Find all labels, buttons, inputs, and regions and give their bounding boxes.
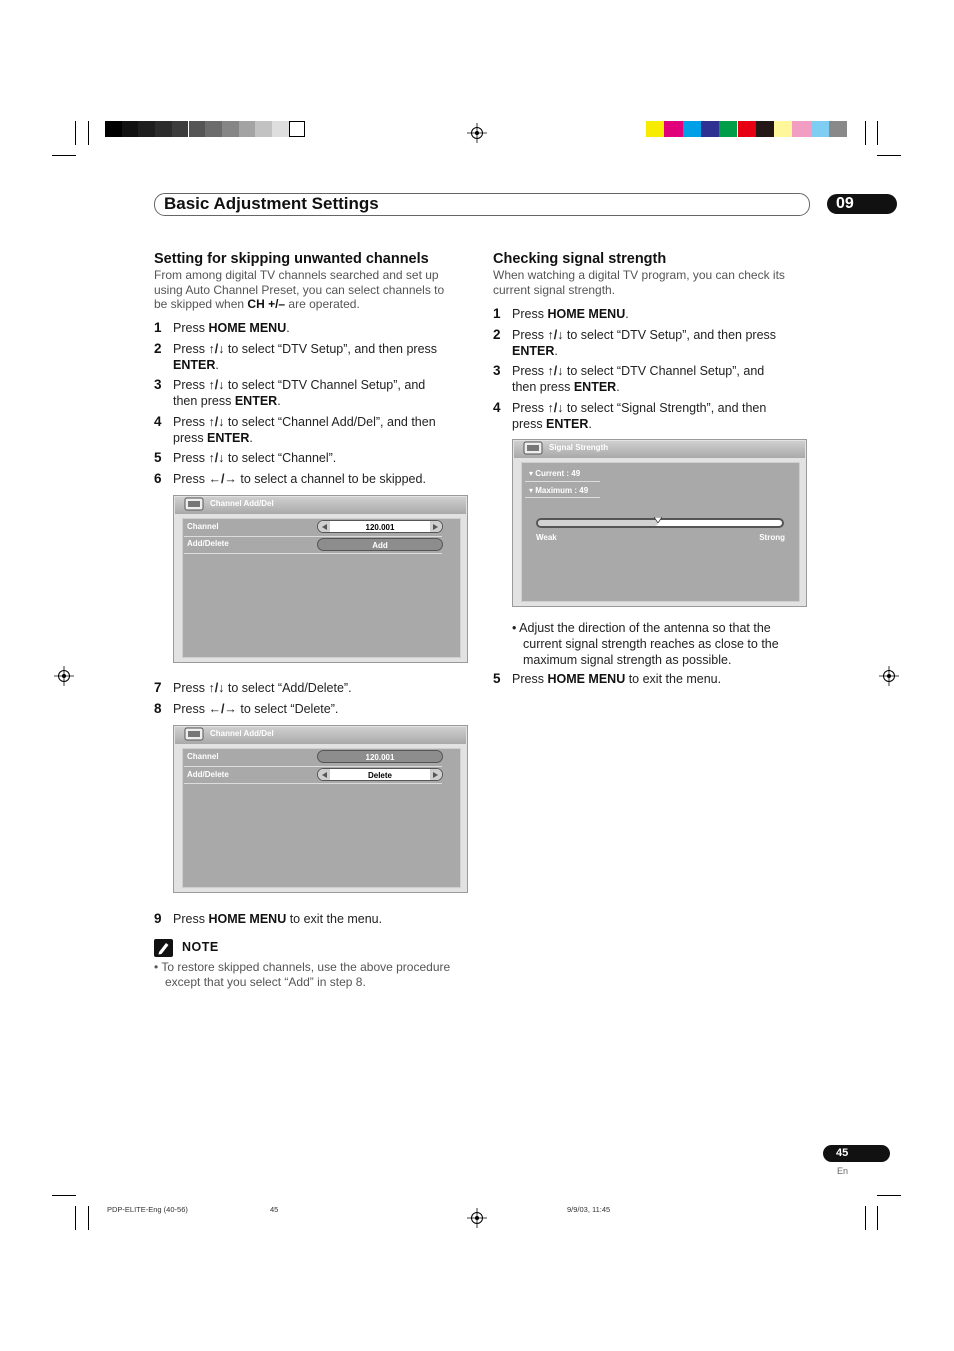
step-text: to select a channel to be skipped. bbox=[236, 472, 426, 486]
dtv-logo-icon bbox=[184, 726, 204, 742]
crop-mark bbox=[877, 1206, 878, 1230]
registration-target-icon bbox=[54, 666, 74, 686]
chapter-number-badge: 09 bbox=[827, 194, 897, 214]
right-arrow-icon[interactable] bbox=[433, 524, 438, 530]
key-name: HOME MENU bbox=[208, 912, 287, 926]
add-delete-value: Add bbox=[372, 541, 388, 550]
color-swatch bbox=[701, 121, 719, 137]
step-number: 3 bbox=[493, 363, 501, 378]
step-2 bbox=[154, 342, 474, 374]
divider bbox=[525, 497, 600, 498]
step-text: to exit the menu. bbox=[286, 912, 383, 926]
step-text: . bbox=[277, 393, 281, 408]
osd-channel-add-del-delete bbox=[173, 725, 468, 893]
step-number: 6 bbox=[154, 471, 162, 486]
step-text: . bbox=[588, 416, 592, 431]
step-3 bbox=[154, 378, 474, 410]
registration-target-icon bbox=[467, 123, 487, 143]
step-number: 1 bbox=[154, 320, 162, 335]
key-name: ENTER bbox=[234, 393, 278, 408]
key-name: ENTER bbox=[173, 357, 216, 372]
step-text: then press bbox=[512, 379, 574, 394]
left-arrow-icon[interactable] bbox=[322, 524, 327, 530]
color-swatch bbox=[255, 121, 272, 137]
right-heading: Checking signal strength bbox=[493, 251, 667, 267]
osd-panel bbox=[521, 462, 800, 602]
registration-target-icon bbox=[467, 1208, 487, 1228]
osd-signal-strength bbox=[512, 439, 807, 607]
color-swatch bbox=[811, 121, 829, 137]
divider bbox=[184, 553, 442, 554]
step-text: Press bbox=[512, 328, 548, 342]
pencil-note-icon bbox=[154, 939, 173, 957]
add-delete-value-button[interactable] bbox=[317, 538, 443, 551]
up-down-arrow-icon: ↑/↓ bbox=[208, 415, 225, 429]
section-title: Basic Adjustment Settings bbox=[164, 194, 379, 213]
up-down-arrow-icon: ↑/↓ bbox=[208, 451, 225, 465]
current-value: Current : 49 bbox=[535, 469, 581, 478]
step-text: Press bbox=[173, 415, 209, 429]
crop-mark bbox=[75, 1206, 76, 1230]
channel-label: Channel bbox=[187, 752, 219, 761]
key-name: ENTER bbox=[573, 379, 617, 394]
color-swatch bbox=[646, 121, 664, 137]
note-label: NOTE bbox=[182, 940, 219, 954]
step-number: 4 bbox=[154, 414, 162, 429]
right-arrow-icon[interactable] bbox=[433, 772, 438, 778]
language-label: En bbox=[837, 1166, 849, 1176]
left-heading: Setting for skipping unwanted channels bbox=[154, 251, 429, 267]
step-6 bbox=[154, 472, 474, 488]
color-swatch bbox=[272, 121, 289, 137]
step-1 bbox=[154, 321, 474, 337]
step-text: to select “Add/Delete”. bbox=[224, 681, 352, 695]
crop-mark bbox=[88, 121, 89, 145]
up-down-arrow-icon: ↑/↓ bbox=[547, 328, 564, 342]
color-swatch bbox=[829, 121, 847, 137]
step-text: . bbox=[616, 379, 620, 394]
step-text: . bbox=[215, 357, 219, 372]
step-text: to select “Signal Strength”, and then bbox=[563, 401, 767, 415]
crop-mark bbox=[877, 155, 901, 156]
dtv-logo-icon bbox=[523, 440, 543, 456]
crop-mark bbox=[877, 1195, 901, 1196]
channel-value: 120.001 bbox=[365, 523, 395, 532]
key-name: HOME MENU bbox=[547, 672, 626, 686]
key-name: HOME MENU bbox=[208, 321, 287, 335]
key-name: HOME MENU bbox=[547, 307, 626, 321]
step-number: 7 bbox=[154, 680, 162, 695]
step-number: 4 bbox=[493, 400, 501, 415]
step-number: 5 bbox=[493, 671, 501, 686]
intro-line: current signal strength. bbox=[493, 282, 616, 297]
note-text bbox=[154, 960, 450, 989]
step-text: Press bbox=[173, 681, 209, 695]
intro-line: From among digital TV channels searched and set up bbox=[154, 268, 439, 282]
color-swatch bbox=[664, 121, 682, 137]
step-text: to select “DTV Setup”, and then press bbox=[224, 342, 438, 356]
step-9 bbox=[154, 912, 474, 928]
step-4 bbox=[493, 401, 813, 433]
color-swatch bbox=[105, 121, 122, 137]
antenna-bullet bbox=[512, 620, 779, 668]
strong-label: Strong bbox=[759, 533, 785, 542]
bullet-line: maximum signal strength as possible. bbox=[523, 653, 732, 667]
step-number: 3 bbox=[154, 377, 162, 392]
step-text: press bbox=[173, 430, 208, 445]
step-3 bbox=[493, 364, 813, 396]
current-readout: ▾ Current : 49 bbox=[529, 469, 581, 478]
step-text: to exit the menu. bbox=[625, 672, 722, 686]
intro-line: are operated. bbox=[285, 297, 360, 312]
step-text: to select “Channel”. bbox=[224, 451, 337, 465]
divider bbox=[184, 783, 442, 784]
color-swatch bbox=[756, 121, 774, 137]
step-text: Press bbox=[512, 672, 548, 686]
step-text: . bbox=[625, 307, 629, 321]
step-text: Press bbox=[512, 364, 548, 378]
step-text: Press bbox=[512, 307, 548, 321]
step-text: Press bbox=[173, 702, 209, 716]
channel-value-button[interactable] bbox=[317, 750, 443, 763]
color-swatch bbox=[792, 121, 810, 137]
bullet-line: • Adjust the direction of the antenna so that the bbox=[512, 621, 771, 635]
up-down-arrow-icon: ↑/↓ bbox=[208, 681, 225, 695]
up-down-arrow-icon: ↑/↓ bbox=[208, 342, 225, 356]
crop-mark bbox=[865, 1206, 866, 1230]
key-name: ENTER bbox=[207, 430, 250, 445]
up-down-arrow-icon: ↑/↓ bbox=[547, 364, 564, 378]
step-number: 2 bbox=[493, 327, 501, 342]
color-swatch bbox=[289, 121, 306, 137]
step-text: to select “DTV Channel Setup”, and bbox=[563, 364, 765, 378]
footer-page: 45 bbox=[270, 1205, 279, 1214]
color-swatch bbox=[189, 121, 206, 137]
note-line: except that you select “Add” in step 8. bbox=[165, 974, 366, 989]
osd-title: Channel Add/Del bbox=[210, 729, 274, 738]
step-text: to select “DTV Setup”, and then press bbox=[563, 328, 777, 342]
step-text: press bbox=[512, 416, 547, 431]
step-number: 2 bbox=[154, 341, 162, 356]
add-delete-selector[interactable] bbox=[317, 768, 443, 781]
step-text: Press bbox=[173, 378, 209, 392]
color-swatch bbox=[738, 121, 756, 137]
footer-file: PDP-ELITE-Eng (40-56) bbox=[107, 1205, 188, 1214]
intro-line: When watching a digital TV program, you can check its bbox=[493, 268, 785, 282]
osd-title: Channel Add/Del bbox=[210, 499, 274, 508]
crop-mark bbox=[865, 121, 866, 145]
step-text: Press bbox=[173, 451, 209, 465]
step-1 bbox=[493, 307, 813, 323]
color-swatch bbox=[122, 121, 139, 137]
crop-mark bbox=[52, 1195, 76, 1196]
registration-target-icon bbox=[879, 666, 899, 686]
step-number: 1 bbox=[493, 306, 501, 321]
note-line: • To restore skipped channels, use the above procedure bbox=[154, 960, 451, 974]
page-number-badge: 45 bbox=[823, 1145, 890, 1162]
dtv-logo-icon bbox=[184, 496, 204, 512]
crop-mark bbox=[52, 155, 76, 156]
step-text: . bbox=[286, 321, 290, 335]
channel-selector[interactable] bbox=[317, 520, 443, 533]
up-down-arrow-icon: ↑/↓ bbox=[208, 378, 225, 392]
key-name: ENTER bbox=[546, 416, 589, 431]
up-down-arrow-icon: ↑/↓ bbox=[547, 401, 564, 415]
step-8 bbox=[154, 702, 474, 718]
color-swatch bbox=[205, 121, 222, 137]
step-7 bbox=[154, 681, 474, 697]
channel-value: 120.001 bbox=[365, 753, 395, 762]
osd-channel-add-del-add bbox=[173, 495, 468, 663]
step-2 bbox=[493, 328, 813, 360]
signal-strength-fill bbox=[538, 520, 658, 526]
color-swatch bbox=[683, 121, 701, 137]
step-text: to select “Channel Add/Del”, and then bbox=[224, 415, 436, 429]
left-right-arrow-icon: ←/→ bbox=[208, 472, 237, 486]
color-swatch bbox=[155, 121, 172, 137]
intro-line: be skipped when bbox=[154, 297, 248, 312]
channel-label: Channel bbox=[187, 522, 219, 531]
step-text: . bbox=[249, 430, 253, 445]
step-number: 8 bbox=[154, 701, 162, 716]
color-swatch bbox=[138, 121, 155, 137]
left-right-arrow-icon: ←/→ bbox=[208, 702, 237, 716]
left-intro bbox=[154, 268, 444, 312]
osd-title: Signal Strength bbox=[549, 443, 609, 452]
color-swatch bbox=[774, 121, 792, 137]
step-number: 5 bbox=[154, 450, 162, 465]
footer-date: 9/9/03, 11:45 bbox=[567, 1205, 611, 1214]
left-arrow-icon[interactable] bbox=[322, 772, 327, 778]
intro-line: using Auto Channel Preset, you can select channels to bbox=[154, 282, 445, 297]
bullet-line: current signal strength reaches as close to the bbox=[523, 637, 779, 651]
crop-mark bbox=[88, 1206, 89, 1230]
add-delete-label: Add/Delete bbox=[187, 770, 229, 779]
step-text: to select “DTV Channel Setup”, and bbox=[224, 378, 426, 392]
signal-marker-icon bbox=[654, 517, 662, 523]
step-text: to select “Delete”. bbox=[236, 702, 339, 716]
step-5 bbox=[493, 672, 813, 688]
divider bbox=[184, 536, 442, 537]
divider bbox=[525, 481, 600, 482]
maximum-readout: ▾ Maximum : 49 bbox=[529, 486, 589, 495]
step-text: Press bbox=[512, 401, 548, 415]
color-swatch bbox=[222, 121, 239, 137]
step-4 bbox=[154, 415, 474, 447]
color-swatch bbox=[172, 121, 189, 137]
crop-mark bbox=[75, 121, 76, 145]
step-5 bbox=[154, 451, 474, 467]
step-number: 9 bbox=[154, 911, 162, 926]
add-delete-value: Delete bbox=[367, 771, 392, 780]
step-text: Press bbox=[173, 342, 209, 356]
divider bbox=[184, 766, 442, 767]
color-swatch bbox=[239, 121, 256, 137]
key-name: ENTER bbox=[512, 343, 555, 358]
weak-label: Weak bbox=[536, 533, 557, 542]
step-text: . bbox=[554, 343, 558, 358]
add-delete-label: Add/Delete bbox=[187, 539, 229, 548]
step-text: then press bbox=[173, 393, 235, 408]
signal-strength-meter bbox=[536, 518, 784, 528]
crop-mark bbox=[877, 121, 878, 145]
step-text: Press bbox=[173, 321, 209, 335]
maximum-value: Maximum : 49 bbox=[535, 486, 589, 495]
ch-key: CH +/– bbox=[247, 297, 286, 312]
step-text: Press bbox=[173, 472, 209, 486]
color-swatch bbox=[719, 121, 737, 137]
right-intro bbox=[493, 268, 785, 297]
step-text: Press bbox=[173, 912, 209, 926]
